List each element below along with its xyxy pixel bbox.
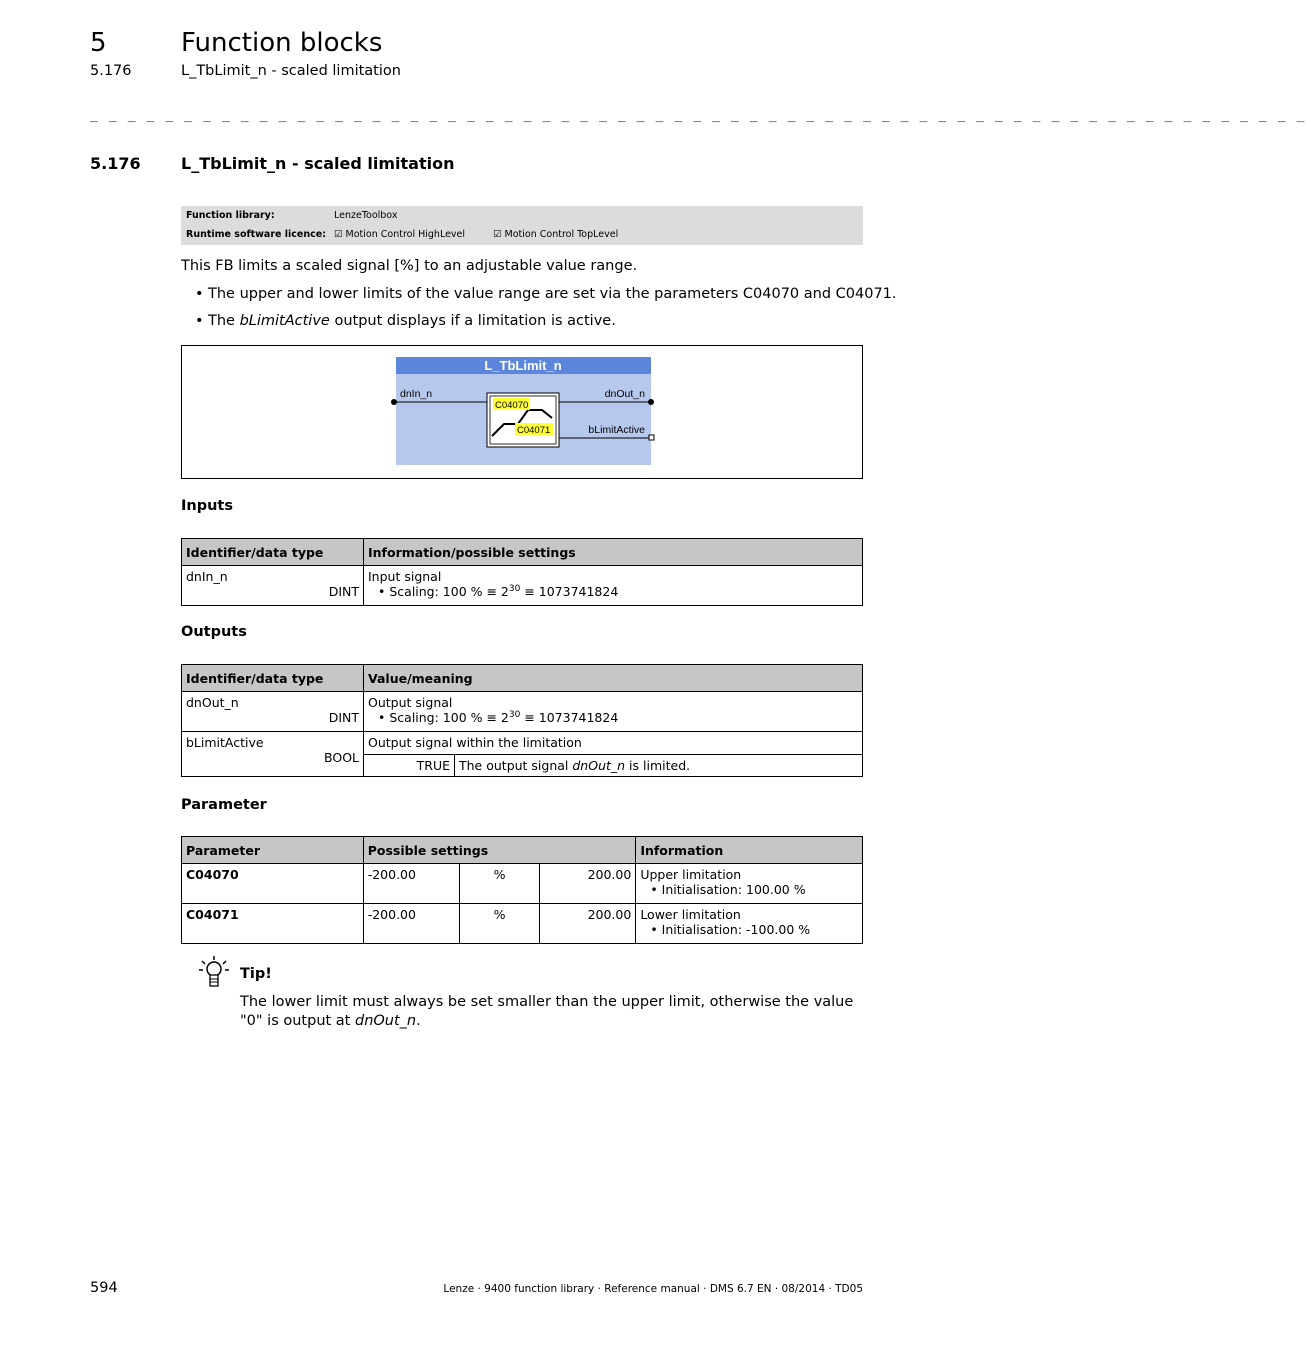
identifier: bLimitActive <box>186 735 264 750</box>
section-number: 5.176 <box>90 154 141 173</box>
inputs-heading: Inputs <box>181 498 233 514</box>
chapter-title: Function blocks <box>181 28 383 58</box>
licence-highlevel: ☑ Motion Control HighLevel <box>334 229 466 240</box>
footer-reference: Lenze · 9400 function library · Reference manual · DMS 6.7 EN · 08/2014 · TD05 <box>443 1283 863 1295</box>
data-type: DINT <box>328 710 359 725</box>
licence-toplevel: ☑ Motion Control TopLevel <box>493 229 619 240</box>
output-port-1 <box>648 399 654 405</box>
value-cell: TRUE <box>364 755 455 777</box>
intro-bullet-2: The bLimitActive output displays if a limitation is active. <box>208 313 616 329</box>
param-init: • Initialisation: -100.00 % <box>650 922 811 937</box>
param-info-cell <box>636 864 863 904</box>
parameter-table <box>181 836 863 944</box>
info-cell <box>364 692 863 732</box>
param-info: Upper limitation <box>640 867 742 882</box>
table-row <box>182 864 863 904</box>
identifier: dnIn_n <box>186 569 228 584</box>
param-unit: % <box>459 864 540 904</box>
param-info: Lower limitation <box>640 907 741 922</box>
param-unit: % <box>459 904 540 944</box>
data-type: BOOL <box>324 750 359 765</box>
param-code: C04071 <box>182 904 364 944</box>
inputs-col-info: Information/possible settings <box>364 539 863 566</box>
identifier: dnOut_n <box>186 695 239 710</box>
function-library-label: Function library: <box>186 210 275 221</box>
function-block-diagram <box>181 345 863 479</box>
tip-title: Tip! <box>240 966 272 982</box>
table-row <box>182 692 863 732</box>
chapter-number: 5 <box>90 28 107 58</box>
info-text: Input signal <box>368 569 442 584</box>
tip-text: The lower limit must always be set smaller than the upper limit, otherwise the value "0" is output at dnOut_n. <box>240 994 854 1029</box>
section-title: L_TbLimit_n - scaled limitation <box>181 154 455 173</box>
bullet-marker: • <box>195 286 204 302</box>
param-max: 200.00 <box>540 864 636 904</box>
intro-bullet-1: The upper and lower limits of the value range are set via the parameters C04070 and C04071. <box>208 286 897 302</box>
scaling-text: • Scaling: 100 % ≡ $2^{30} \equiv 1073741824$ <box>378 584 619 600</box>
page-number: 594 <box>90 1280 118 1296</box>
info-text: Output signal <box>368 695 453 710</box>
data-type: DINT <box>328 584 359 599</box>
outputs-heading: Outputs <box>181 624 247 640</box>
licence-label: Runtime software licence: <box>186 229 326 240</box>
output-port-2 <box>649 435 654 440</box>
param-col-settings: Possible settings <box>363 837 636 864</box>
table-row <box>182 904 863 944</box>
outputs-table <box>181 664 863 777</box>
intro-text: This FB limits a scaled signal [%] to an adjustable value range. <box>181 258 638 274</box>
param-info-cell <box>636 904 863 944</box>
library-info-box <box>181 206 863 245</box>
diagram-svg <box>182 346 864 480</box>
input-label: dnIn_n <box>400 388 433 400</box>
param-col-information: Information <box>636 837 863 864</box>
block-title: L_TbLimit_n <box>484 358 562 373</box>
header-section-number: 5.176 <box>90 63 132 79</box>
function-library-value: LenzeToolbox <box>334 210 398 221</box>
table-row <box>182 566 863 606</box>
param-min: -200.00 <box>363 904 459 944</box>
identifier-cell <box>182 732 364 777</box>
identifier-cell <box>182 692 364 732</box>
table-row <box>182 732 863 755</box>
info-cell <box>364 566 863 606</box>
output-label-2: bLimitActive <box>588 424 645 436</box>
parameter-heading: Parameter <box>181 797 267 813</box>
header-section-title: L_TbLimit_n - scaled limitation <box>181 63 401 79</box>
output-label-1: dnOut_n <box>604 388 645 400</box>
header-separator: _ _ _ _ _ _ _ _ _ _ _ _ _ _ _ _ _ _ _ _ _ _ _ _ _ _ _ _ _ _ _ _ _ _ _ _ _ _ _ _ _ _ _ _ _ _ _ _ _ _ _ _ _ _ _ _ _ _ _ _ _ _ _ _ _ <box>90 108 1306 123</box>
inputs-table <box>181 538 863 606</box>
inputs-col-identifier: Identifier/data type <box>182 539 364 566</box>
param-init: • Initialisation: 100.00 % <box>650 882 806 897</box>
bullet-marker: • <box>195 313 204 329</box>
outputs-col-value: Value/meaning <box>364 665 863 692</box>
param-lower-label: C04071 <box>517 425 551 436</box>
meaning-cell: The output signal dnOut_n is limited. <box>455 755 863 777</box>
identifier-cell <box>182 566 364 606</box>
scaling-text: • Scaling: 100 % ≡ $2^{30} \equiv 1073741824$ <box>378 710 619 726</box>
param-max: 200.00 <box>540 904 636 944</box>
info-cell: Output signal within the limitation <box>364 732 863 755</box>
outputs-col-identifier: Identifier/data type <box>182 665 364 692</box>
param-min: -200.00 <box>363 864 459 904</box>
param-upper-label: C04070 <box>495 400 529 411</box>
param-col-parameter: Parameter <box>182 837 364 864</box>
param-code: C04070 <box>182 864 364 904</box>
lightbulb-icon <box>197 955 233 991</box>
